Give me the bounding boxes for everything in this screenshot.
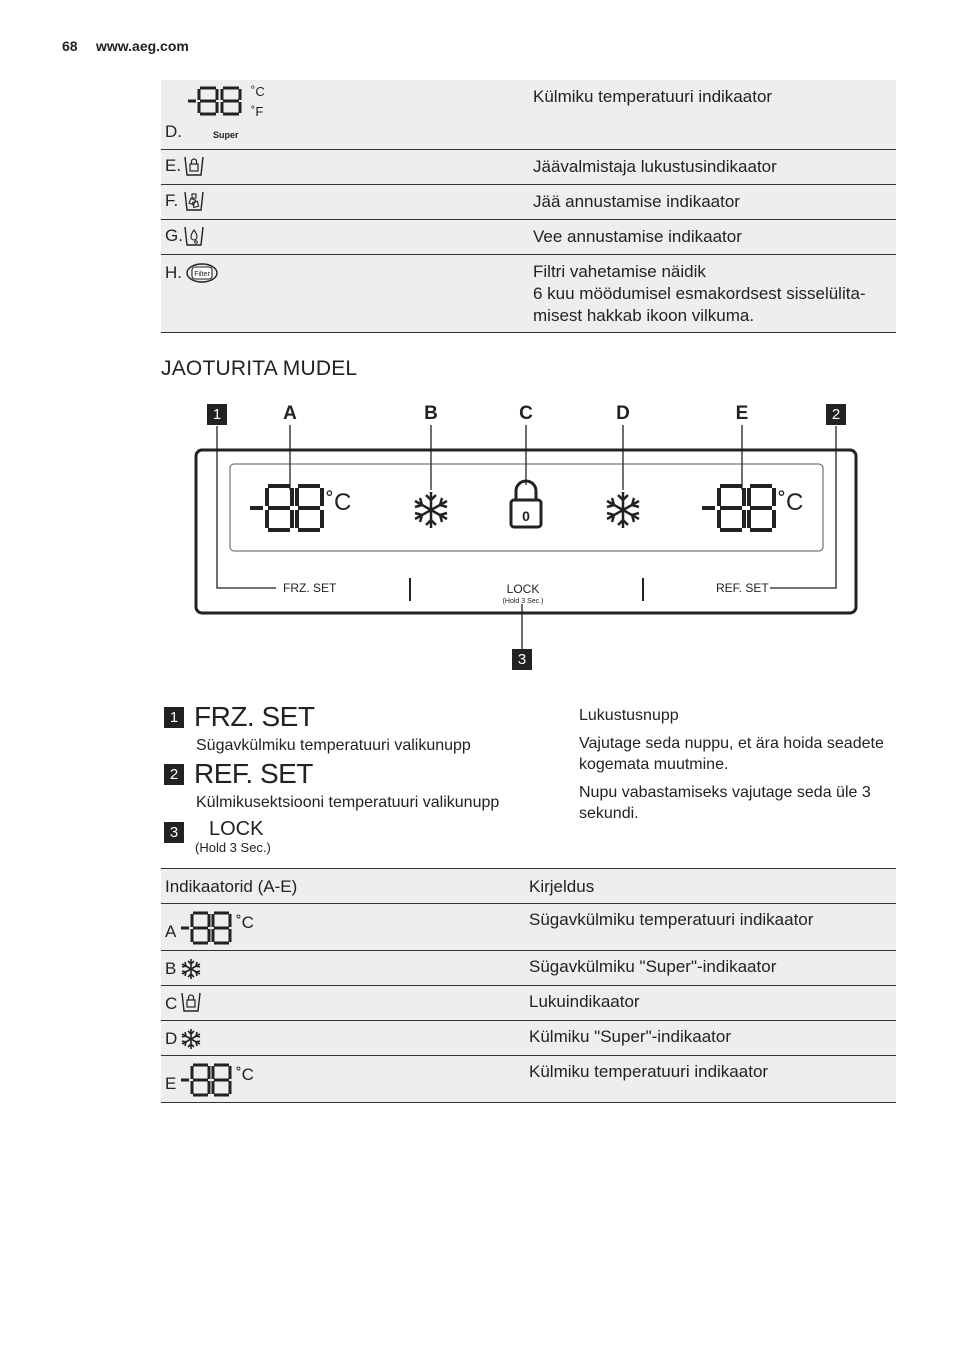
svg-text:˚C: ˚C: [251, 84, 265, 99]
svg-text:Super: Super: [213, 130, 239, 140]
legend-sub-lock: (Hold 3 Sec.): [195, 840, 271, 855]
table-row: [161, 80, 896, 150]
snowflake-icon: [179, 956, 203, 982]
snowflake-icon: [179, 1026, 203, 1052]
row-description: Jää annustamise indikaator: [533, 192, 740, 211]
table-row: [161, 185, 896, 220]
row-description: Sügavkülmiku temperatuuri indikaator: [529, 910, 814, 929]
table-row: [161, 986, 896, 1021]
letter-c: C: [519, 403, 533, 424]
row-description: Külmiku temperatuuri indikaator: [529, 1062, 769, 1081]
digit-display-icon: [179, 908, 259, 948]
row-description: Sügavkülmiku "Super"-indikaator: [529, 957, 777, 976]
row-label: A: [165, 922, 177, 941]
row-label: E.: [165, 156, 182, 175]
lock-icon: [180, 991, 202, 1015]
table-row: [161, 1056, 896, 1103]
section-title: JAOTURITA MUDEL: [161, 357, 358, 380]
page-number: 68: [62, 38, 78, 54]
table-row: [161, 1021, 896, 1056]
header-indicators: Indikaatorid (A-E): [165, 877, 298, 896]
row-label: C: [165, 994, 178, 1013]
snowflake-icon: [607, 492, 639, 528]
row-description: Filtri vahetamise näidik 6 kuu möödumisel esmakordsest sisselülita- misest hakkab ikoon vilkuma.: [533, 262, 866, 325]
panel-frame: [196, 450, 856, 613]
frz-set-button: FRZ. SET: [283, 581, 337, 595]
letter-a: A: [283, 403, 297, 424]
row-description: Lukuindikaator: [529, 992, 640, 1011]
ice-maker-lock-icon: [183, 155, 205, 179]
svg-text:˚C: ˚C: [236, 913, 254, 932]
legend-text-ref: Külmikusektsiooni temperatuuri valikunupp: [196, 794, 500, 811]
display-window: [230, 464, 823, 551]
row-label: F.: [165, 191, 179, 210]
filter-icon: [184, 261, 220, 285]
ice-dispense-icon: [183, 190, 205, 214]
water-dispense-icon: [183, 225, 205, 249]
legend-num-2: 2: [164, 764, 184, 785]
row-label: E: [165, 1074, 177, 1093]
unit-c-right: ˚C: [778, 489, 804, 516]
letter-b: B: [424, 403, 438, 424]
table-row: [161, 150, 896, 185]
digit-display-icon: [185, 84, 275, 144]
unit-c-left: ˚C: [326, 489, 352, 516]
svg-text:˚F: ˚F: [251, 104, 264, 119]
row-description: Vee annustamise indikaator: [533, 227, 742, 246]
row-label: G.: [165, 226, 183, 245]
legend-text-frz: Sügavkülmiku temperatuuri valikunupp: [196, 737, 471, 754]
legend-label-ref: REF. SET: [194, 758, 313, 789]
table-row: [161, 220, 896, 255]
callout-1: 1: [207, 404, 227, 425]
table-header: [161, 869, 896, 904]
header-description: Kirjeldus: [529, 877, 595, 896]
legend-right-text: Lukustusnupp Vajutage seda nuppu, et ära hoida seadete kogemata muutmine. Nupu vabastamiseks vajutage seda üle 3 sekundi.: [579, 707, 884, 822]
row-label: H.: [165, 263, 182, 282]
ref-set-button: REF. SET: [716, 581, 769, 595]
snowflake-icon: [415, 492, 447, 528]
row-label: D: [165, 1029, 178, 1048]
row-description: Külmiku "Super"-indikaator: [529, 1027, 731, 1046]
legend-label-frz: FRZ. SET: [194, 701, 315, 732]
callout-3: 3: [512, 649, 532, 670]
table-row: [161, 255, 896, 333]
legend-label-lock: LOCK: [209, 818, 264, 840]
lock-button: LOCK: [506, 582, 540, 596]
svg-text:˚C: ˚C: [236, 1065, 254, 1084]
legend-num-3: 3: [164, 822, 184, 843]
letter-d: D: [616, 403, 630, 424]
svg-text:0: 0: [522, 508, 530, 524]
callout-2: 2: [826, 404, 846, 425]
table-row: [161, 951, 896, 986]
row-label: B: [165, 959, 177, 978]
header-url: www.aeg.com: [96, 38, 189, 54]
svg-text:Filter: Filter: [194, 271, 210, 278]
digit-display-icon: [179, 1060, 259, 1100]
lock-icon: [511, 481, 541, 527]
row-label: D.: [165, 122, 182, 141]
legend-num-1: 1: [164, 707, 184, 728]
lock-button-sub: (Hold 3 Sec.): [502, 598, 544, 605]
row-description: Külmiku temperatuuri indikaator: [533, 87, 773, 106]
table-row: [161, 904, 896, 951]
fridge-temp-display: [702, 486, 774, 530]
freezer-temp-display: [250, 486, 322, 530]
letter-e: E: [735, 403, 749, 424]
row-description: Jäävalmistaja lukustusindikaator: [533, 157, 777, 176]
